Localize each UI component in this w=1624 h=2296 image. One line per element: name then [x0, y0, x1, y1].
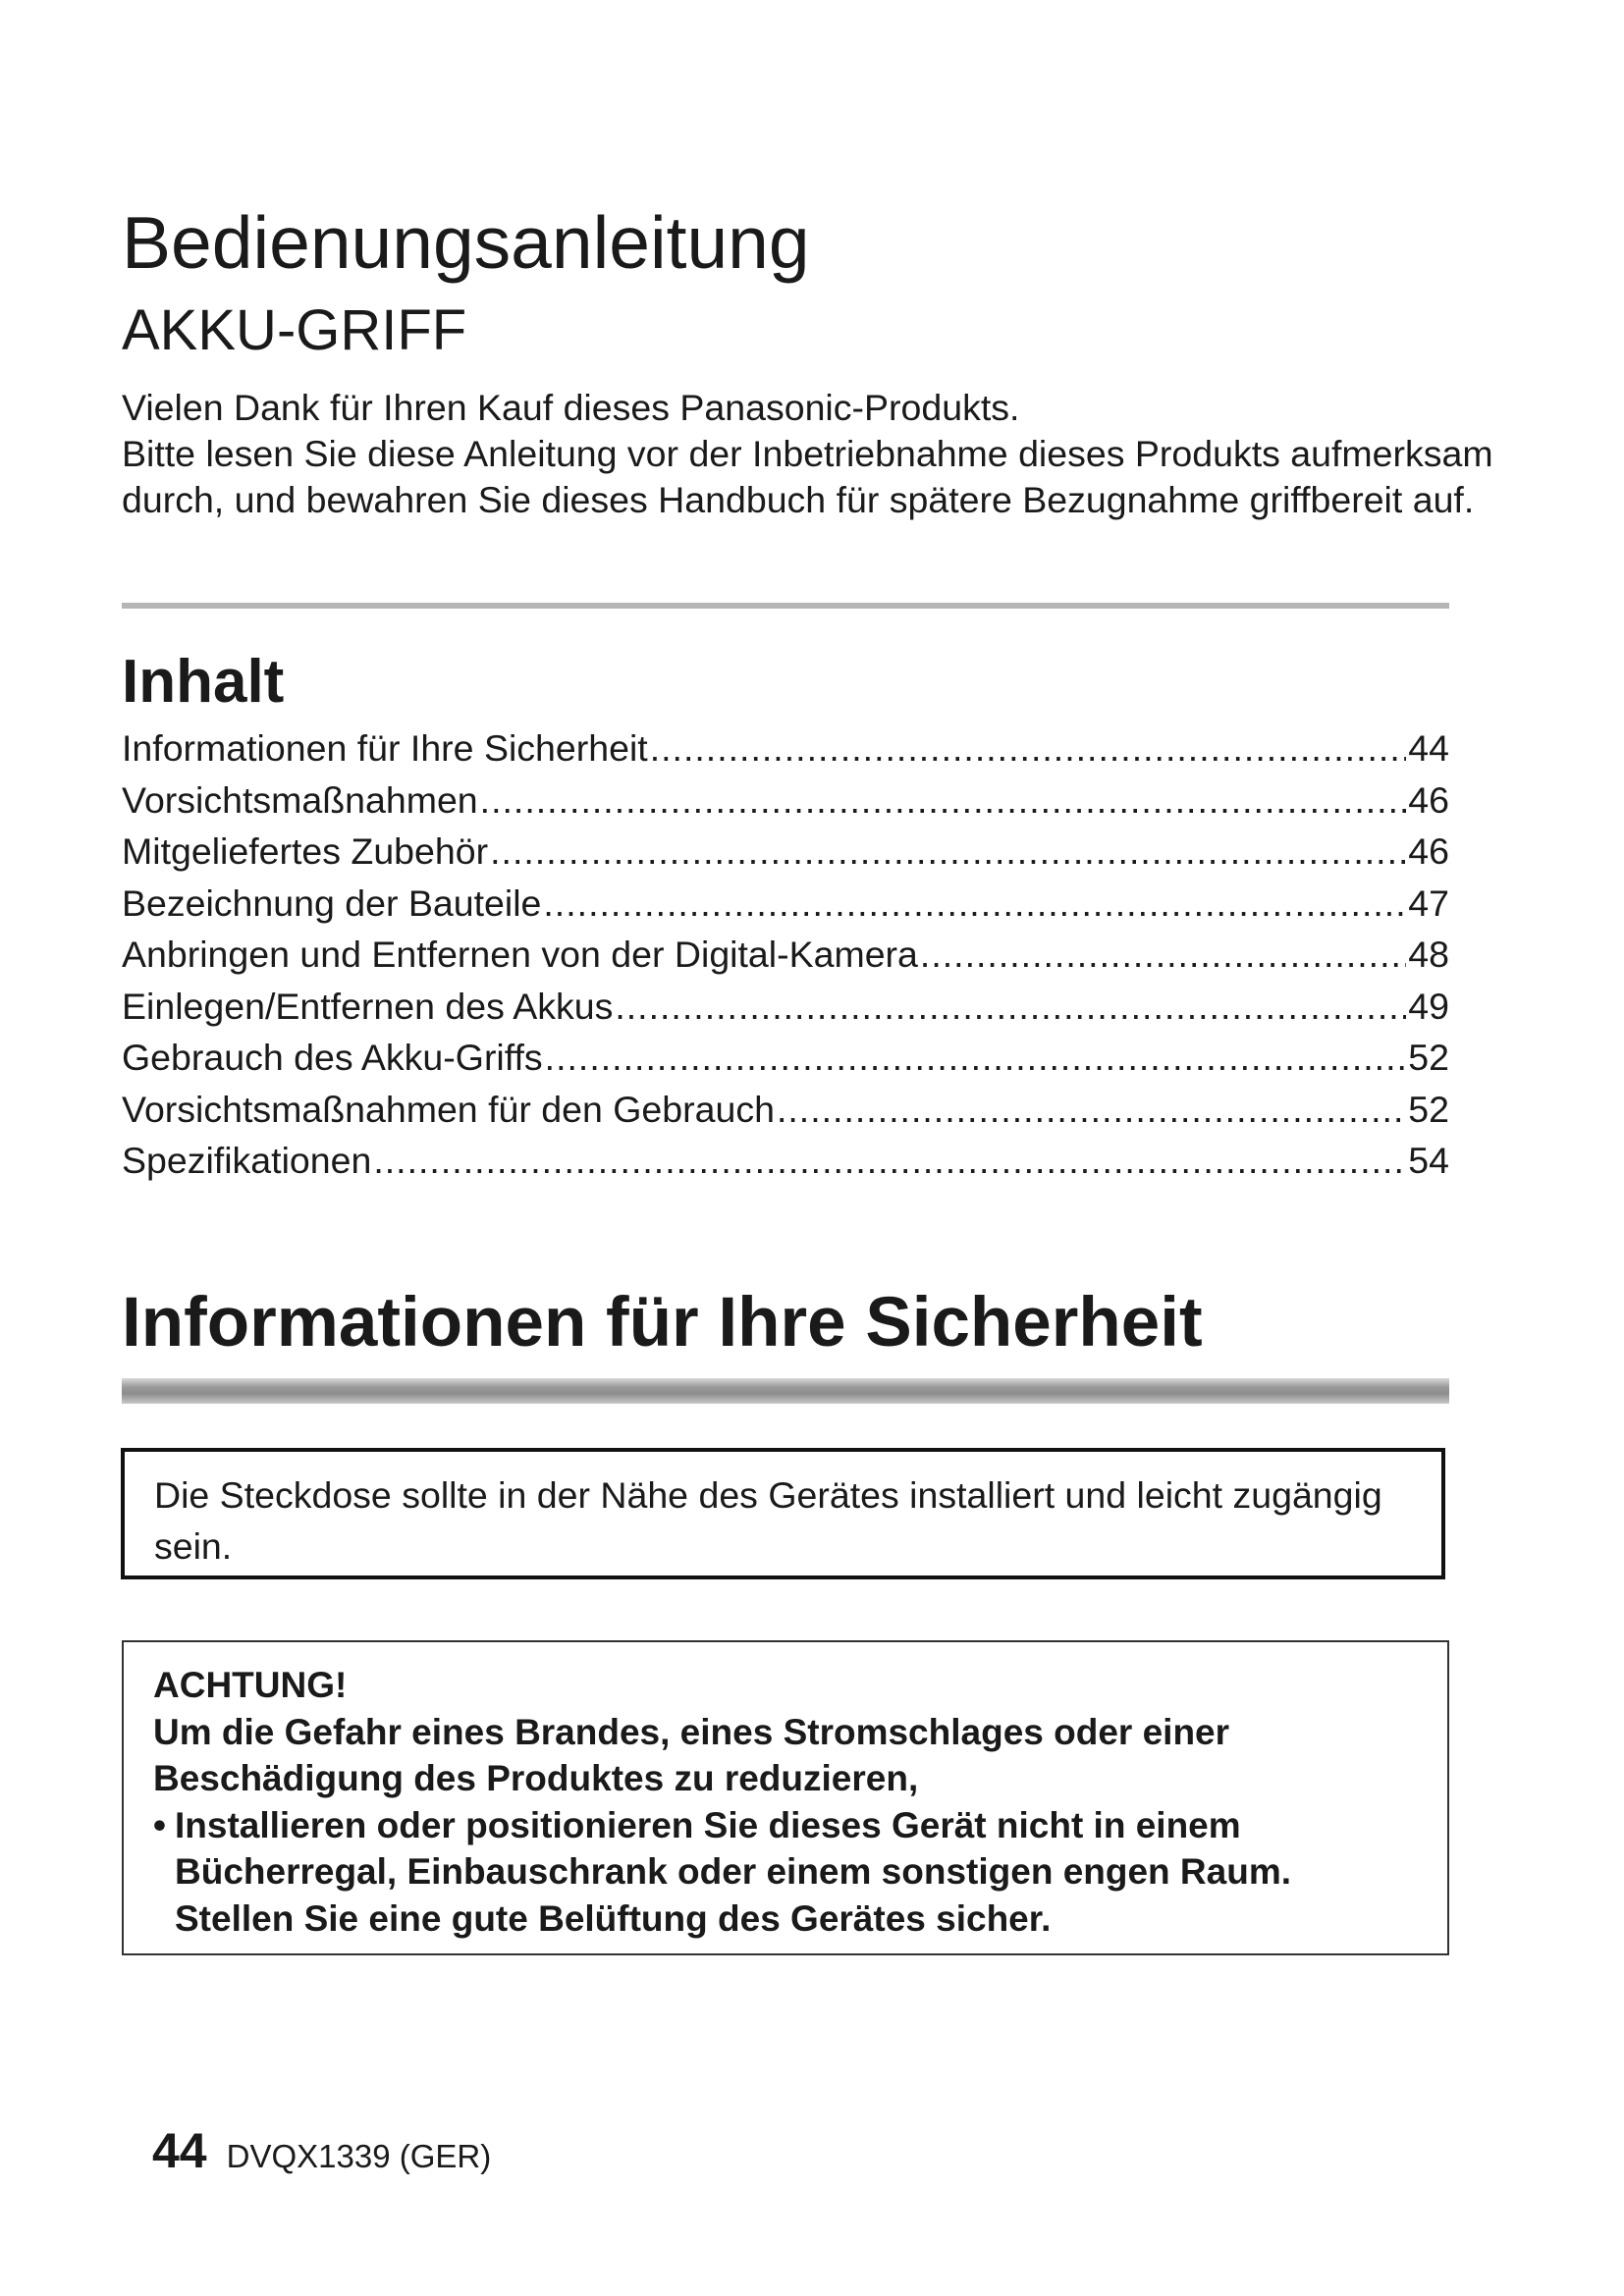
section-heading-safety: Informationen für Ihre Sicherheit: [122, 1284, 1203, 1362]
intro-instructions: Bitte lesen Sie diese Anleitung vor der Inbetriebnahme dieses Produkts aufmerksam durch, und bewahren Sie dieses Handbuch für spätere Bezugnahme griffbereit auf.: [122, 433, 1493, 520]
toc-entry[interactable]: [122, 1032, 1449, 1084]
bullet-mark: •: [153, 1804, 166, 1845]
toc-leader-dots: [480, 774, 1407, 827]
product-name: AKKU-GRIFF: [122, 298, 467, 362]
toc-entry[interactable]: [122, 981, 1449, 1033]
toc-entry-page: 46: [1408, 830, 1449, 872]
warning-text: Um die Gefahr eines Brandes, eines Stromschlages oder einer Beschädigung des Produktes zu reduzieren,: [153, 1711, 1230, 1798]
notice-text: Die Steckdose sollte in der Nähe des Gerätes installiert und leicht zugängig sein.: [154, 1474, 1382, 1567]
toc-entry-page: 47: [1408, 881, 1449, 924]
toc-entry-page: 44: [1408, 727, 1449, 769]
toc-entry[interactable]: [122, 826, 1449, 878]
toc-entry-label: Vorsichtsmaßnahmen: [122, 778, 478, 821]
divider: [122, 603, 1449, 609]
toc-entry-label: Spezifikationen: [122, 1140, 372, 1181]
toc-entry-page: 54: [1408, 1140, 1449, 1181]
toc-entry-label: Anbringen und Entfernen von der Digital-Kamera: [122, 934, 918, 975]
toc-leader-dots: [615, 981, 1406, 1033]
warning-bullet-text: Installieren oder positionieren Sie dieses Gerät nicht in einem Bücherregal, Einbauschrank oder einem sonstigen engen Raum. Stellen Sie eine gute Belüftung des Gerätes sicher.: [175, 1804, 1292, 1939]
toc-leader-dots: [543, 878, 1406, 930]
table-of-contents: [122, 722, 1449, 1187]
toc-entry[interactable]: [122, 1135, 1449, 1187]
toc-entry-page: 48: [1408, 934, 1449, 975]
toc-entry[interactable]: [122, 929, 1449, 981]
toc-leader-dots: [777, 1084, 1406, 1136]
toc-leader-dots: [920, 929, 1406, 981]
toc-entry-page: 49: [1408, 985, 1449, 1027]
warning-bullet: [153, 1802, 1418, 1943]
page-footer: [152, 2123, 492, 2178]
toc-entry-label: Einlegen/Entfernen des Akkus: [122, 985, 614, 1027]
warning-box: [122, 1640, 1449, 1955]
toc-entry-page: 52: [1408, 1088, 1449, 1130]
intro-text: [122, 385, 1496, 523]
document-id: DVQX1339 (GER): [226, 2138, 492, 2174]
toc-entry-page: 46: [1408, 778, 1449, 821]
warning-title: ACHTUNG!: [153, 1665, 348, 1705]
document-title: Bedienungsanleitung: [122, 201, 810, 284]
toc-leader-dots: [650, 722, 1407, 774]
toc-entry-label: Informationen für Ihre Sicherheit: [122, 727, 648, 769]
toc-heading: Inhalt: [122, 648, 285, 716]
toc-entry-label: Vorsichtsmaßnahmen für den Gebrauch: [122, 1088, 775, 1130]
toc-leader-dots: [373, 1135, 1406, 1187]
toc-entry-label: Bezeichnung der Bauteile: [122, 881, 542, 924]
intro-thanks: Vielen Dank für Ihren Kauf dieses Panasonic-Produkts.: [122, 387, 1020, 428]
toc-entry[interactable]: [122, 878, 1449, 930]
page-number: 44: [152, 2123, 207, 2178]
toc-leader-dots: [490, 826, 1406, 878]
toc-entry[interactable]: [122, 722, 1449, 774]
toc-entry[interactable]: [122, 1084, 1449, 1136]
toc-entry-label: Gebrauch des Akku-Griffs: [122, 1037, 543, 1078]
notice-box: [121, 1448, 1445, 1579]
toc-entry[interactable]: [122, 774, 1449, 827]
toc-entry-label: Mitgeliefertes Zubehör: [122, 830, 489, 872]
toc-leader-dots: [545, 1032, 1407, 1084]
section-divider: [122, 1378, 1449, 1404]
toc-entry-page: 52: [1408, 1037, 1449, 1078]
